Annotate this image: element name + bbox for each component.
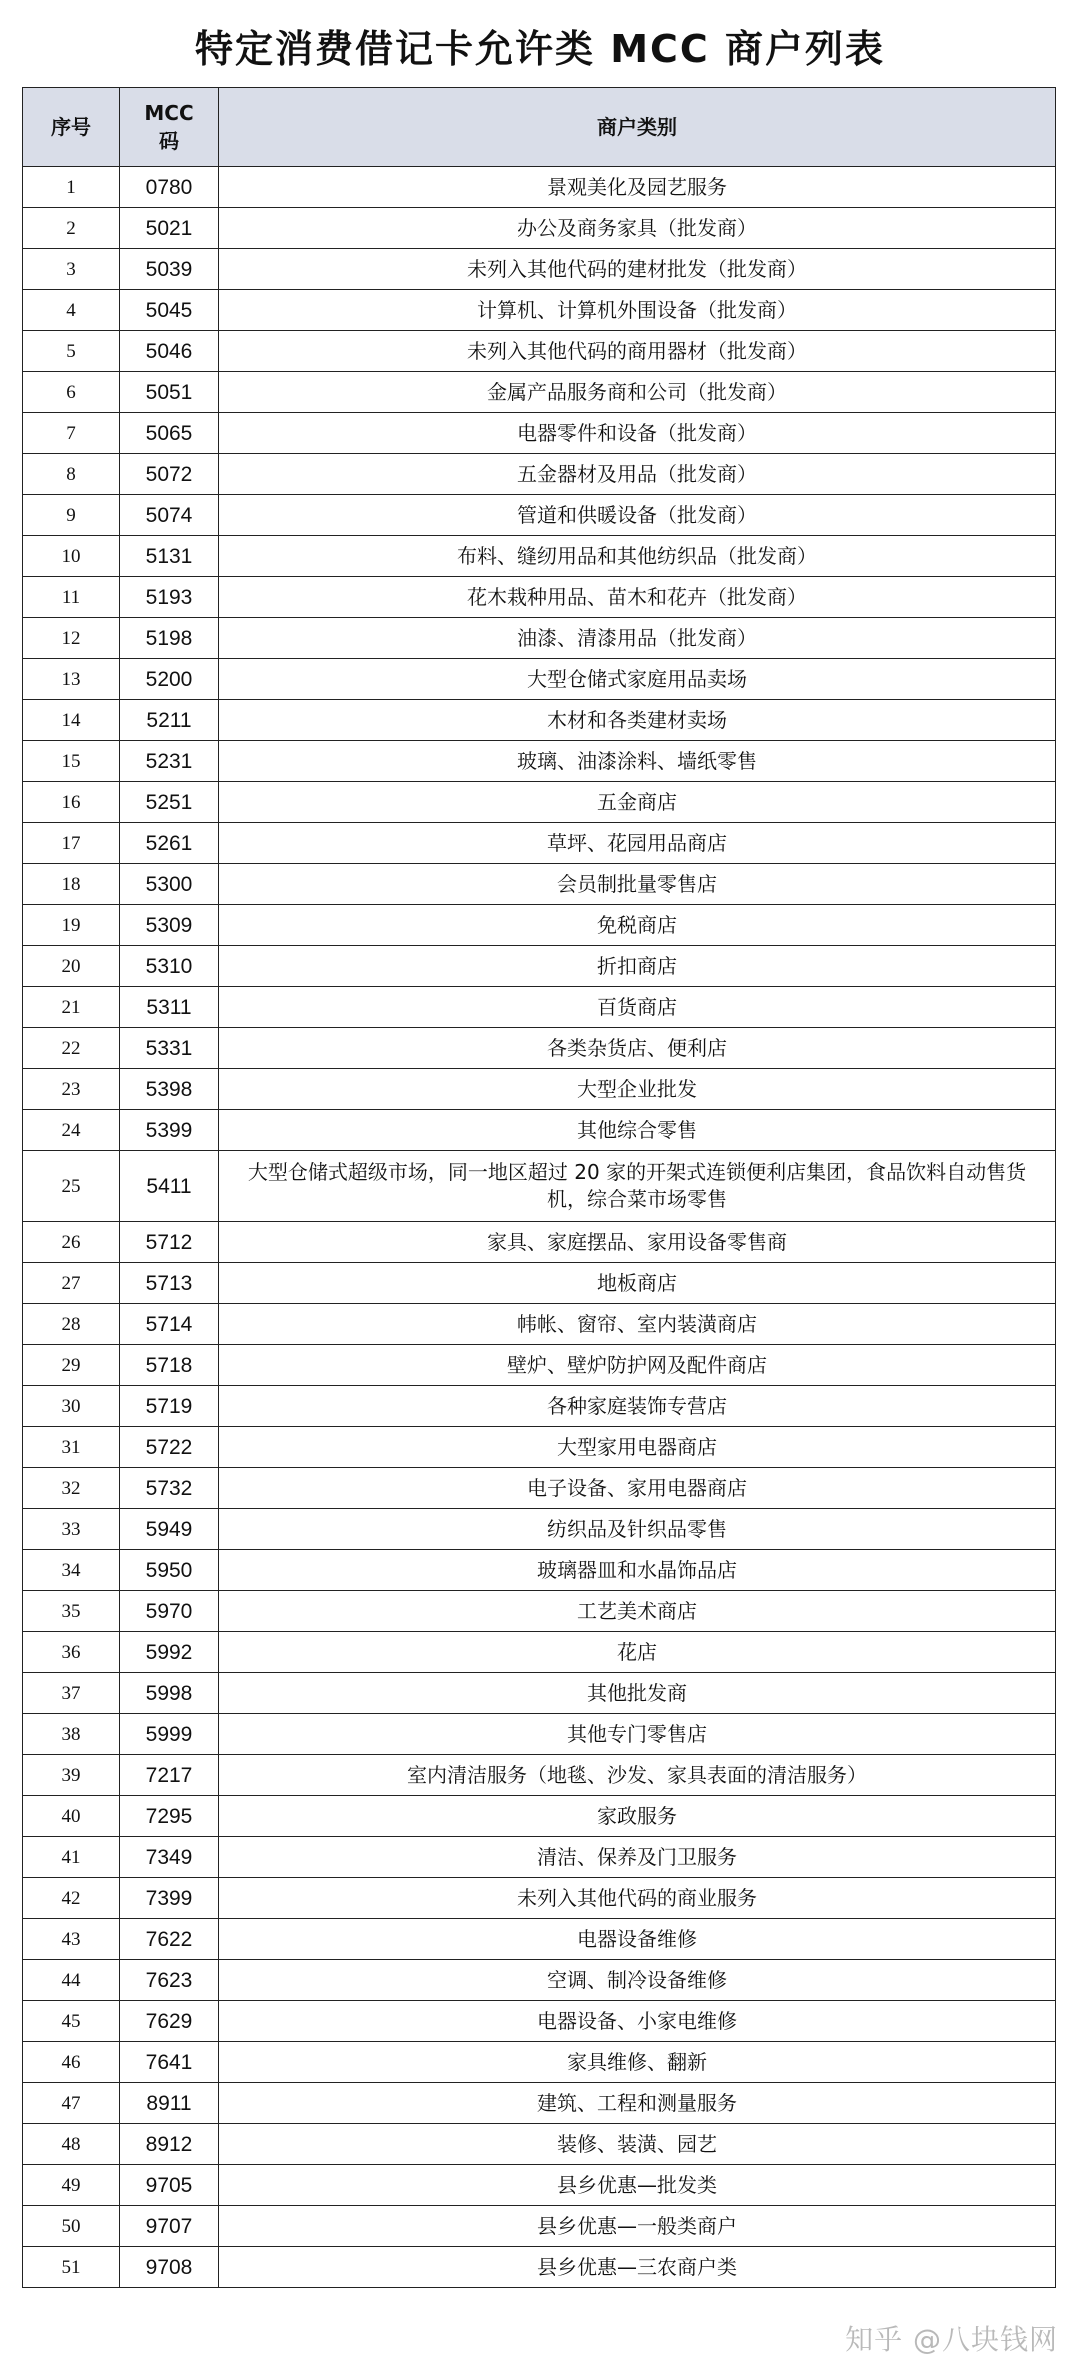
- seq-cell: 20: [23, 946, 120, 987]
- table-row: [23, 1427, 1056, 1468]
- table-row: [23, 2083, 1056, 2124]
- category-cell: 花店: [219, 1632, 1056, 1673]
- mcc-code-cell: 9708: [120, 2247, 219, 2288]
- mcc-code-cell: 5411: [120, 1151, 219, 1222]
- header-seq: 序号: [23, 88, 120, 167]
- category-cell: 计算机、计算机外围设备（批发商）: [219, 290, 1056, 331]
- page-title: 特定消费借记卡允许类 MCC 商户列表: [194, 27, 886, 71]
- table-row: [23, 495, 1056, 536]
- table-row: [23, 1304, 1056, 1345]
- mcc-code-cell: 5131: [120, 536, 219, 577]
- category-cell: 县乡优惠—一般类商户: [219, 2206, 1056, 2247]
- category-cell: 玻璃器皿和水晶饰品店: [219, 1550, 1056, 1591]
- category-cell: 草坪、花园用品商店: [219, 823, 1056, 864]
- mcc-code-cell: 5039: [120, 249, 219, 290]
- table-row: [23, 1151, 1056, 1222]
- mcc-code-cell: 5714: [120, 1304, 219, 1345]
- category-cell: 金属产品服务商和公司（批发商）: [219, 372, 1056, 413]
- table-row: [23, 2165, 1056, 2206]
- mcc-code-cell: 5998: [120, 1673, 219, 1714]
- watermark: 知乎 @八块钱网: [845, 2323, 1058, 2356]
- mcc-code-cell: 8912: [120, 2124, 219, 2165]
- category-cell: 家具、家庭摆品、家用设备零售商: [219, 1222, 1056, 1263]
- table-row: [23, 1386, 1056, 1427]
- mcc-code-cell: 5732: [120, 1468, 219, 1509]
- mcc-code-cell: 5193: [120, 577, 219, 618]
- seq-cell: 13: [23, 659, 120, 700]
- table-row: [23, 1632, 1056, 1673]
- category-cell: 空调、制冷设备维修: [219, 1960, 1056, 2001]
- header-mcc: [120, 88, 219, 167]
- mcc-code-cell: 7349: [120, 1837, 219, 1878]
- table-row: [23, 2124, 1056, 2165]
- table-row: [23, 290, 1056, 331]
- table-row: [23, 946, 1056, 987]
- category-cell: 地板商店: [219, 1263, 1056, 1304]
- category-cell: 大型企业批发: [219, 1069, 1056, 1110]
- mcc-code-cell: 5949: [120, 1509, 219, 1550]
- category-cell: 景观美化及园艺服务: [219, 167, 1056, 208]
- header-mcc-line2: 码: [159, 129, 179, 153]
- mcc-code-cell: 5261: [120, 823, 219, 864]
- seq-cell: 12: [23, 618, 120, 659]
- mcc-code-cell: 8911: [120, 2083, 219, 2124]
- category-cell: 布料、缝纫用品和其他纺织品（批发商）: [219, 536, 1056, 577]
- seq-cell: 9: [23, 495, 120, 536]
- seq-cell: 31: [23, 1427, 120, 1468]
- mcc-code-cell: 5950: [120, 1550, 219, 1591]
- mcc-code-cell: 7629: [120, 2001, 219, 2042]
- category-cell: 未列入其他代码的商业服务: [219, 1878, 1056, 1919]
- category-cell: 五金商店: [219, 782, 1056, 823]
- category-cell: 其他综合零售: [219, 1110, 1056, 1151]
- mcc-code-cell: 5231: [120, 741, 219, 782]
- table-row: [23, 1714, 1056, 1755]
- mcc-code-cell: 5198: [120, 618, 219, 659]
- category-cell: 纺织品及针织品零售: [219, 1509, 1056, 1550]
- mcc-code-cell: 5999: [120, 1714, 219, 1755]
- category-cell: 油漆、清漆用品（批发商）: [219, 618, 1056, 659]
- category-cell: 大型仓储式超级市场，同一地区超过 20 家的开架式连锁便利店集团，食品饮料自动售货机，综合菜市场零售: [219, 1151, 1056, 1222]
- seq-cell: 30: [23, 1386, 120, 1427]
- mcc-code-cell: 5719: [120, 1386, 219, 1427]
- category-cell: 大型家用电器商店: [219, 1427, 1056, 1468]
- seq-cell: 45: [23, 2001, 120, 2042]
- table-row: [23, 249, 1056, 290]
- seq-cell: 21: [23, 987, 120, 1028]
- seq-cell: 25: [23, 1151, 120, 1222]
- seq-cell: 5: [23, 331, 120, 372]
- seq-cell: 1: [23, 167, 120, 208]
- category-cell: 室内清洁服务（地毯、沙发、家具表面的清洁服务）: [219, 1755, 1056, 1796]
- category-cell: 帏帐、窗帘、室内装潢商店: [219, 1304, 1056, 1345]
- seq-cell: 50: [23, 2206, 120, 2247]
- table-row: [23, 1110, 1056, 1151]
- table-row: [23, 2001, 1056, 2042]
- seq-cell: 29: [23, 1345, 120, 1386]
- table-row: [23, 741, 1056, 782]
- category-cell: 家具维修、翻新: [219, 2042, 1056, 2083]
- table-row: [23, 1028, 1056, 1069]
- seq-cell: 11: [23, 577, 120, 618]
- table-row: [23, 987, 1056, 1028]
- seq-cell: 15: [23, 741, 120, 782]
- category-cell: 大型仓储式家庭用品卖场: [219, 659, 1056, 700]
- category-cell: 清洁、保养及门卫服务: [219, 1837, 1056, 1878]
- mcc-code-cell: 5970: [120, 1591, 219, 1632]
- seq-cell: 35: [23, 1591, 120, 1632]
- category-cell: 装修、装潢、园艺: [219, 2124, 1056, 2165]
- mcc-code-cell: 7217: [120, 1755, 219, 1796]
- header-mcc-line1: MCC: [144, 101, 194, 125]
- seq-cell: 42: [23, 1878, 120, 1919]
- table-row: [23, 577, 1056, 618]
- table-row: [23, 618, 1056, 659]
- table-row: [23, 1345, 1056, 1386]
- seq-cell: 18: [23, 864, 120, 905]
- mcc-table: [22, 87, 1056, 2288]
- table-row: [23, 1222, 1056, 1263]
- mcc-code-cell: 5310: [120, 946, 219, 987]
- category-cell: 家政服务: [219, 1796, 1056, 1837]
- mcc-code-cell: 5713: [120, 1263, 219, 1304]
- table-row: [23, 864, 1056, 905]
- seq-cell: 24: [23, 1110, 120, 1151]
- category-cell: 免税商店: [219, 905, 1056, 946]
- category-cell: 未列入其他代码的建材批发（批发商）: [219, 249, 1056, 290]
- seq-cell: 2: [23, 208, 120, 249]
- table-row: [23, 823, 1056, 864]
- seq-cell: 46: [23, 2042, 120, 2083]
- mcc-code-cell: 5021: [120, 208, 219, 249]
- table-header-row: [23, 88, 1056, 167]
- seq-cell: 7: [23, 413, 120, 454]
- seq-cell: 48: [23, 2124, 120, 2165]
- table-row: [23, 1591, 1056, 1632]
- mcc-code-cell: 7641: [120, 2042, 219, 2083]
- seq-cell: 8: [23, 454, 120, 495]
- table-row: [23, 1263, 1056, 1304]
- seq-cell: 10: [23, 536, 120, 577]
- seq-cell: 28: [23, 1304, 120, 1345]
- seq-cell: 47: [23, 2083, 120, 2124]
- category-cell: 会员制批量零售店: [219, 864, 1056, 905]
- seq-cell: 27: [23, 1263, 120, 1304]
- table-row: [23, 536, 1056, 577]
- mcc-code-cell: 5718: [120, 1345, 219, 1386]
- table-row: [23, 1468, 1056, 1509]
- seq-cell: 6: [23, 372, 120, 413]
- table-row: [23, 1069, 1056, 1110]
- table-row: [23, 1550, 1056, 1591]
- category-cell: 办公及商务家具（批发商）: [219, 208, 1056, 249]
- category-cell: 各种家庭装饰专营店: [219, 1386, 1056, 1427]
- category-cell: 壁炉、壁炉防护网及配件商店: [219, 1345, 1056, 1386]
- table-row: [23, 1919, 1056, 1960]
- category-cell: 未列入其他代码的商用器材（批发商）: [219, 331, 1056, 372]
- seq-cell: 39: [23, 1755, 120, 1796]
- mcc-code-cell: 5331: [120, 1028, 219, 1069]
- mcc-code-cell: 7623: [120, 1960, 219, 2001]
- table-row: [23, 1673, 1056, 1714]
- mcc-code-cell: 5300: [120, 864, 219, 905]
- seq-cell: 33: [23, 1509, 120, 1550]
- mcc-code-cell: 9705: [120, 2165, 219, 2206]
- seq-cell: 51: [23, 2247, 120, 2288]
- table-row: [23, 331, 1056, 372]
- category-cell: 折扣商店: [219, 946, 1056, 987]
- mcc-code-cell: 5051: [120, 372, 219, 413]
- category-cell: 县乡优惠—批发类: [219, 2165, 1056, 2206]
- category-cell: 百货商店: [219, 987, 1056, 1028]
- seq-cell: 41: [23, 1837, 120, 1878]
- table-row: [23, 1960, 1056, 2001]
- table-row: [23, 372, 1056, 413]
- category-cell: 管道和供暖设备（批发商）: [219, 495, 1056, 536]
- mcc-code-cell: 7399: [120, 1878, 219, 1919]
- mcc-code-cell: 5311: [120, 987, 219, 1028]
- seq-cell: 4: [23, 290, 120, 331]
- seq-cell: 23: [23, 1069, 120, 1110]
- seq-cell: 37: [23, 1673, 120, 1714]
- table-row: [23, 167, 1056, 208]
- mcc-code-cell: 5072: [120, 454, 219, 495]
- table-body: [23, 167, 1056, 2288]
- table-row: [23, 2206, 1056, 2247]
- mcc-code-cell: 5251: [120, 782, 219, 823]
- category-cell: 电器设备维修: [219, 1919, 1056, 1960]
- mcc-code-cell: 5712: [120, 1222, 219, 1263]
- seq-cell: 22: [23, 1028, 120, 1069]
- table-row: [23, 2247, 1056, 2288]
- category-cell: 玻璃、油漆涂料、墙纸零售: [219, 741, 1056, 782]
- seq-cell: 26: [23, 1222, 120, 1263]
- category-cell: 各类杂货店、便利店: [219, 1028, 1056, 1069]
- seq-cell: 44: [23, 1960, 120, 2001]
- table-row: [23, 413, 1056, 454]
- table-row: [23, 659, 1056, 700]
- category-cell: 建筑、工程和测量服务: [219, 2083, 1056, 2124]
- table-row: [23, 1796, 1056, 1837]
- seq-cell: 38: [23, 1714, 120, 1755]
- table-row: [23, 1755, 1056, 1796]
- seq-cell: 32: [23, 1468, 120, 1509]
- table-row: [23, 208, 1056, 249]
- seq-cell: 40: [23, 1796, 120, 1837]
- category-cell: 其他专门零售店: [219, 1714, 1056, 1755]
- seq-cell: 16: [23, 782, 120, 823]
- category-cell: 电器设备、小家电维修: [219, 2001, 1056, 2042]
- mcc-code-cell: 5046: [120, 331, 219, 372]
- table-row: [23, 1509, 1056, 1550]
- header-category: 商户类别: [219, 88, 1056, 167]
- mcc-code-cell: 5065: [120, 413, 219, 454]
- mcc-code-cell: 7295: [120, 1796, 219, 1837]
- table-row: [23, 905, 1056, 946]
- category-cell: 木材和各类建材卖场: [219, 700, 1056, 741]
- seq-cell: 43: [23, 1919, 120, 1960]
- mcc-code-cell: 0780: [120, 167, 219, 208]
- table-row: [23, 2042, 1056, 2083]
- mcc-code-cell: 5399: [120, 1110, 219, 1151]
- mcc-code-cell: 7622: [120, 1919, 219, 1960]
- seq-cell: 17: [23, 823, 120, 864]
- mcc-code-cell: 5074: [120, 495, 219, 536]
- seq-cell: 34: [23, 1550, 120, 1591]
- table-row: [23, 1878, 1056, 1919]
- mcc-code-cell: 9707: [120, 2206, 219, 2247]
- table-row: [23, 700, 1056, 741]
- table-row: [23, 454, 1056, 495]
- category-cell: 电器零件和设备（批发商）: [219, 413, 1056, 454]
- category-cell: 其他批发商: [219, 1673, 1056, 1714]
- seq-cell: 19: [23, 905, 120, 946]
- mcc-code-cell: 5398: [120, 1069, 219, 1110]
- mcc-code-cell: 5200: [120, 659, 219, 700]
- mcc-code-cell: 5309: [120, 905, 219, 946]
- mcc-code-cell: 5045: [120, 290, 219, 331]
- table-row: [23, 1837, 1056, 1878]
- seq-cell: 49: [23, 2165, 120, 2206]
- seq-cell: 36: [23, 1632, 120, 1673]
- table-row: [23, 782, 1056, 823]
- category-cell: 花木栽种用品、苗木和花卉（批发商）: [219, 577, 1056, 618]
- category-cell: 五金器材及用品（批发商）: [219, 454, 1056, 495]
- category-cell: 县乡优惠—三农商户类: [219, 2247, 1056, 2288]
- mcc-code-cell: 5992: [120, 1632, 219, 1673]
- category-cell: 电子设备、家用电器商店: [219, 1468, 1056, 1509]
- seq-cell: 3: [23, 249, 120, 290]
- mcc-code-cell: 5211: [120, 700, 219, 741]
- category-cell: 工艺美术商店: [219, 1591, 1056, 1632]
- mcc-code-cell: 5722: [120, 1427, 219, 1468]
- seq-cell: 14: [23, 700, 120, 741]
